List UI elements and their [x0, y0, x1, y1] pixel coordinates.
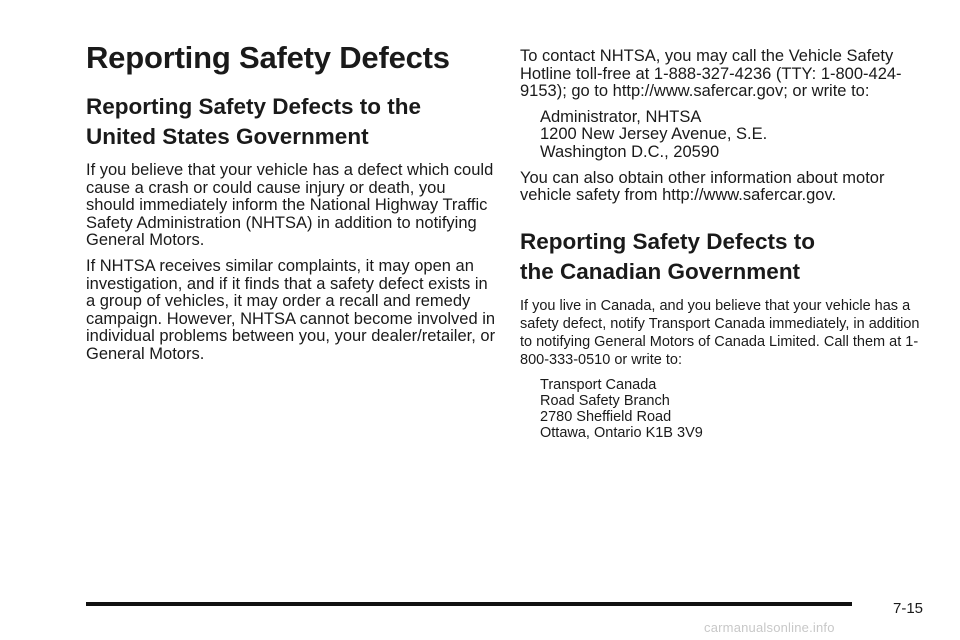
canada-heading-line1: Reporting Safety Defects to [520, 228, 816, 254]
footer-rule [86, 602, 852, 606]
canadian-government-heading [520, 227, 930, 287]
address-line: Road Safety Branch [540, 392, 670, 409]
canada-heading-line2: the Canadian Government [520, 258, 801, 284]
address-line: Washington D.C., 20590 [540, 142, 720, 161]
canada-report-paragraph: If you live in Canada, and you believe that your vehicle has a safety defect, notify Transport Canada immediately, in addition to notifying General Motors of Canada Limited. Call them at 1-800-333-0510 or write to: [520, 297, 920, 368]
address-line: 1200 New Jersey Avenue, S.E. [540, 125, 768, 144]
nhtsa-contact-paragraph: To contact NHTSA, you may call the Vehicle Safety Hotline toll-free at 1-888-327-4236 (TTY: 1-800-424-9153); go to http://www.safercar.gov; or write to: [520, 47, 902, 101]
address-line: Ottawa, Ontario K1B 3V9 [540, 424, 703, 441]
address-line: Transport Canada [540, 376, 657, 393]
address-line: Administrator, NHTSA [540, 107, 702, 126]
nhtsa-address [540, 109, 930, 162]
right-column [520, 48, 930, 449]
page-title: Reporting Safety Defects [86, 40, 450, 75]
nhtsa-investigation-paragraph: If NHTSA receives similar complaints, it may open an investigation, and if it finds that a safety defect exists in a group of vehicles, it may order a recall and remedy campaign. However, NHTSA cannot become involved in individual problems between you, your dealer/retailer, or General Motors. [86, 256, 496, 363]
us-heading-line1: Reporting Safety Defects to the [86, 94, 422, 119]
defect-report-paragraph: If you believe that your vehicle has a defect which could cause a crash or could cause injury or death, you should immediately inform the National Highway Traffic Safety Administration (NHTSA) in addition to notifying General Motors. [86, 161, 494, 250]
safety-info-paragraph: You can also obtain other information about motor vehicle safety from http://www.safercar.gov. [520, 168, 885, 205]
address-line: 2780 Sheffield Road [540, 408, 672, 425]
us-government-heading [86, 92, 496, 152]
left-column [86, 40, 496, 372]
watermark: carmanualsonline.info [704, 620, 835, 635]
us-heading-line2: United States Government [86, 124, 369, 149]
transport-canada-address [540, 377, 930, 441]
page-number: 7-15 [893, 600, 924, 617]
